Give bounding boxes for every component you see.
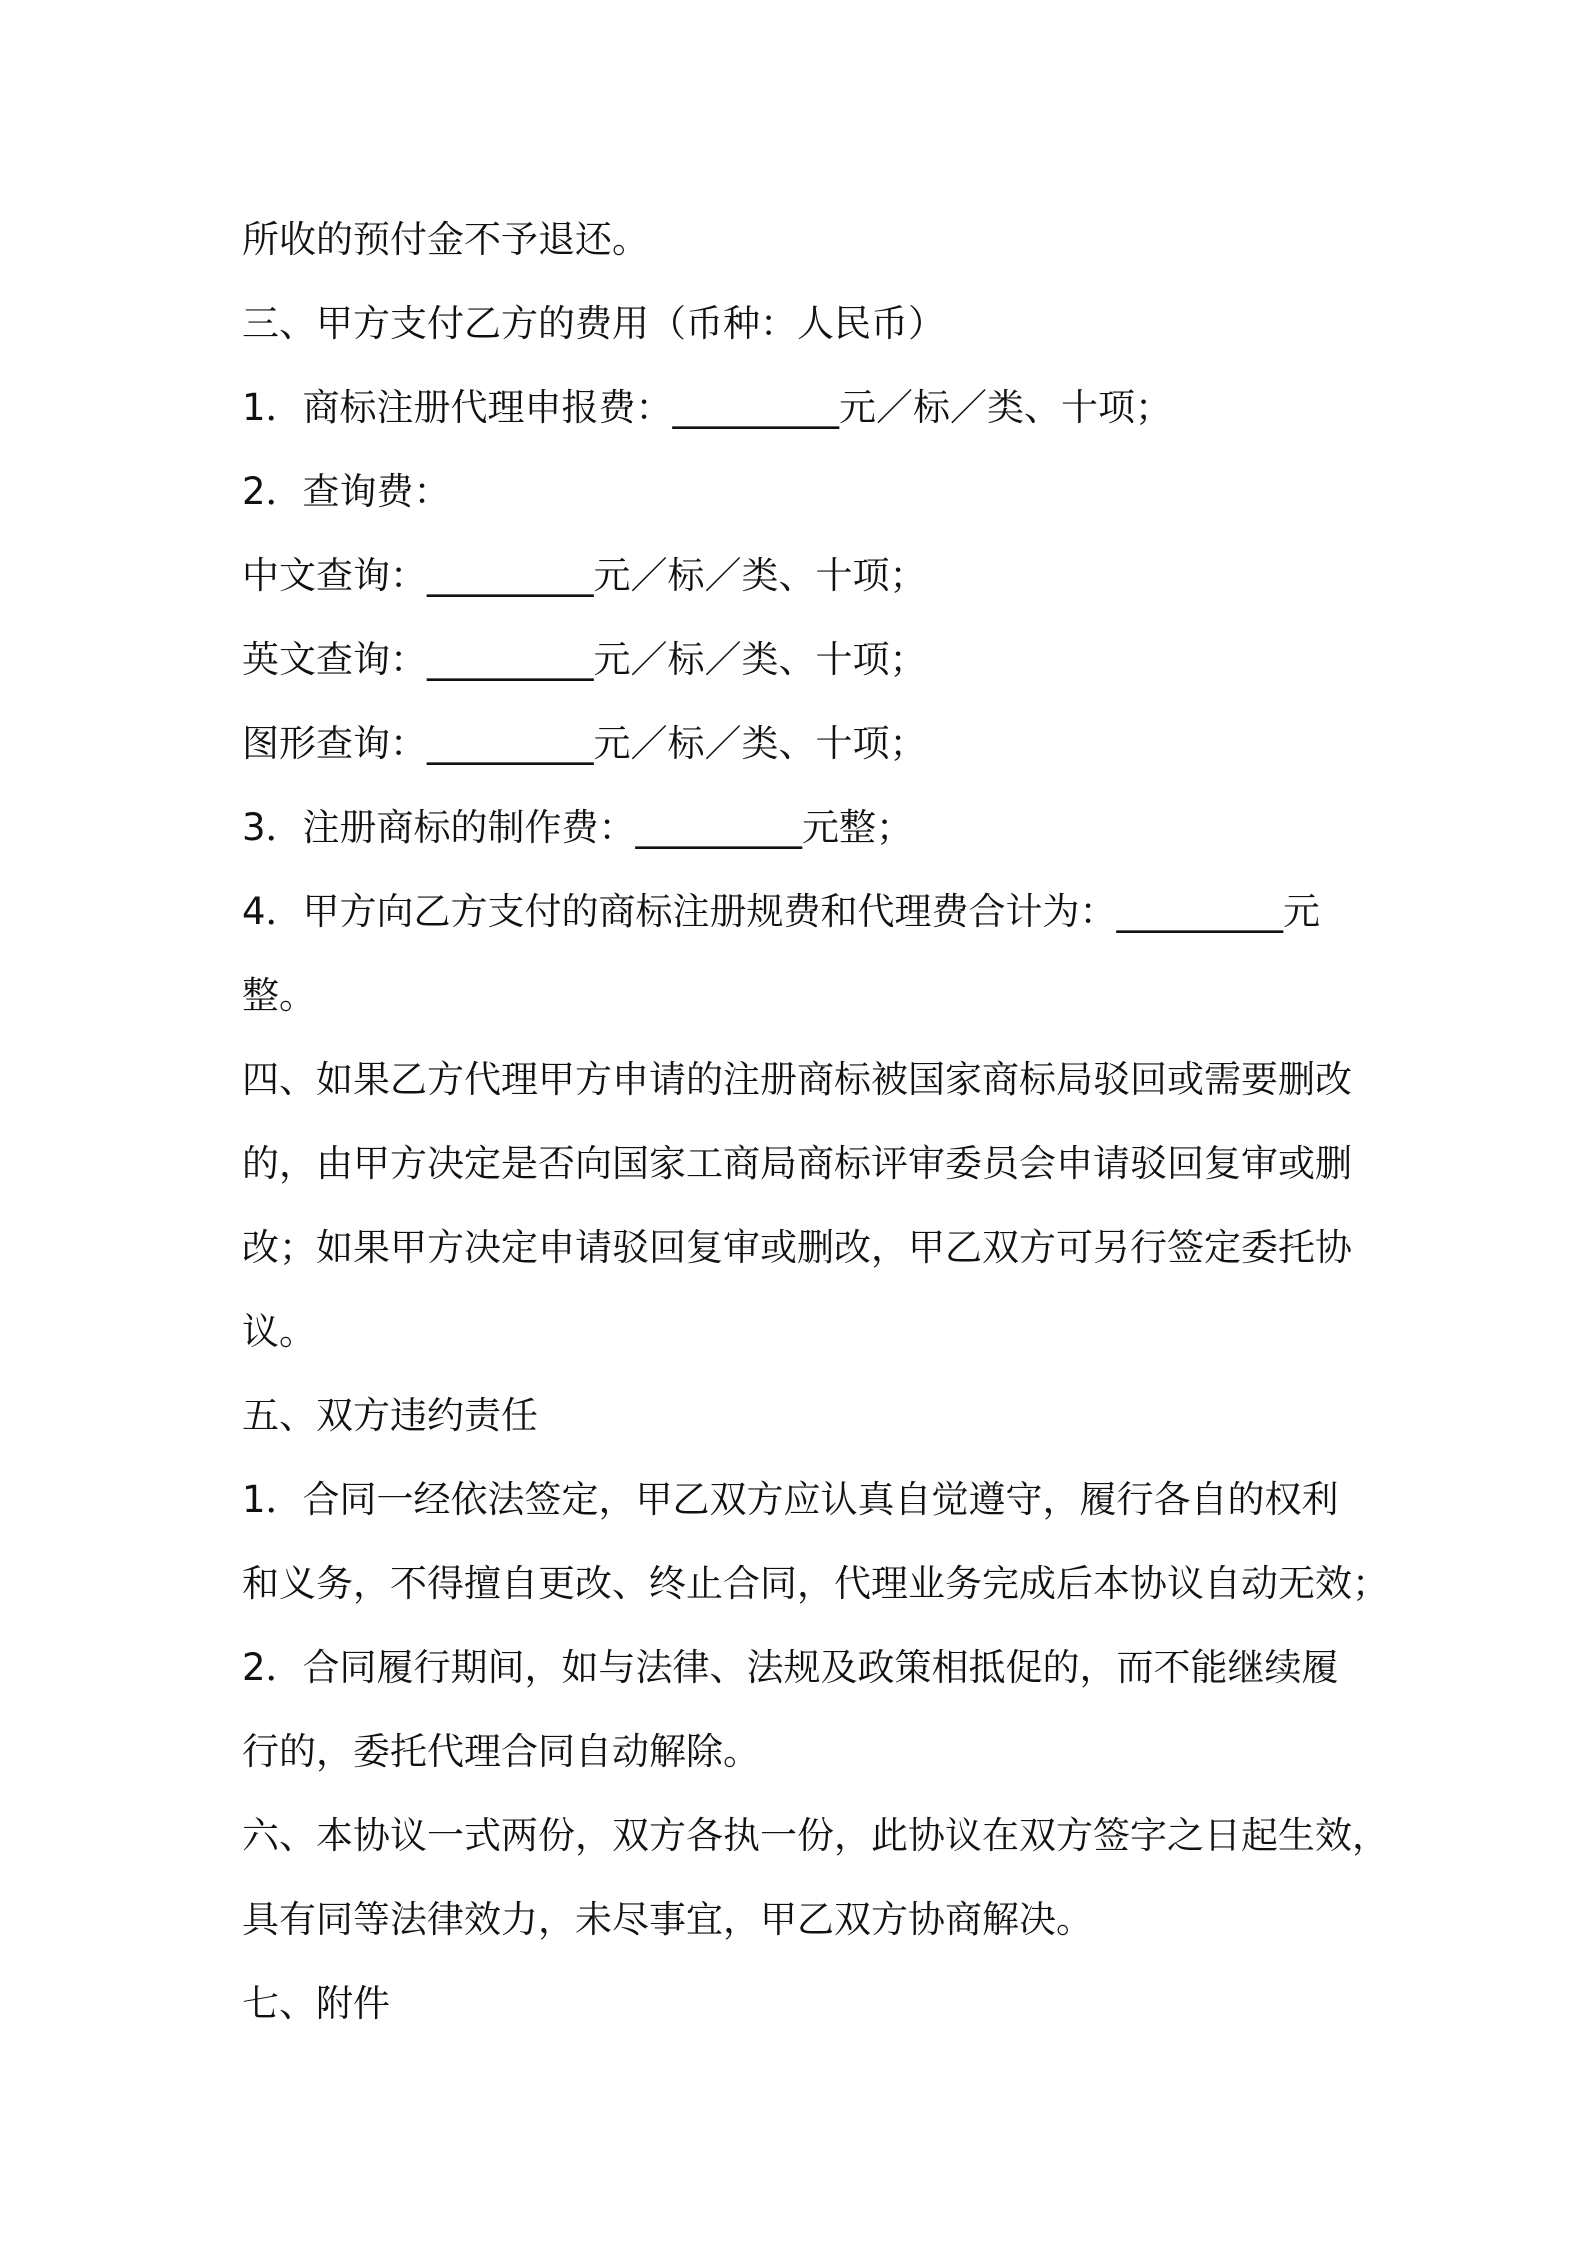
document-body [242, 198, 1389, 2046]
breach-item-2-line-2: 行的，委托代理合同自动解除。 [242, 1730, 760, 1773]
breach-item-1-line-1: 1．合同一经依法签定，甲乙双方应认真自觉遵守，履行各自的权利 [242, 1478, 1339, 1521]
fee-item-application: 1．商标注册代理申报费：_________元／标／类、十项； [242, 386, 1173, 429]
section-four-line-4: 议。 [242, 1310, 316, 1353]
breach-item-2-line-1: 2．合同履行期间，如与法律、法规及政策相抵促的，而不能继续履 [242, 1646, 1339, 1689]
fee-item-search: 2．查询费： [242, 470, 451, 513]
breach-item-1-line-2: 和义务，不得擅自更改、终止合同，代理业务完成后本协议自动无效； [242, 1562, 1389, 1605]
fee-item-english-search: 英文查询：_________元／标／类、十项； [242, 638, 927, 681]
text-line-prepayment-nonrefundable: 所收的预付金不予退还。 [242, 218, 649, 261]
fee-item-total: 4．甲方向乙方支付的商标注册规费和代理费合计为：_________元 [242, 890, 1321, 933]
section-heading-attachments: 七、附件 [242, 1982, 390, 2025]
section-six-line-2: 具有同等法律效力，未尽事宜，甲乙双方协商解决。 [242, 1898, 1093, 1941]
section-heading-breach: 五、双方违约责任 [242, 1394, 538, 1437]
fee-item-total-continued: 整。 [242, 974, 316, 1017]
fee-item-production: 3．注册商标的制作费：_________元整； [242, 806, 914, 849]
section-four-line-3: 改；如果甲方决定申请驳回复审或删改，甲乙双方可另行签定委托协 [242, 1226, 1352, 1269]
fee-item-graphic-search: 图形查询：_________元／标／类、十项； [242, 722, 927, 765]
section-four-line-1: 四、如果乙方代理甲方申请的注册商标被国家商标局驳回或需要删改 [242, 1058, 1352, 1101]
fee-item-chinese-search: 中文查询：_________元／标／类、十项； [242, 554, 927, 597]
section-four-line-2: 的，由甲方决定是否向国家工商局商标评审委员会申请驳回复审或删 [242, 1142, 1352, 1185]
section-six-line-1: 六、本协议一式两份，双方各执一份，此协议在双方签字之日起生效， [242, 1814, 1389, 1857]
section-heading-fees: 三、甲方支付乙方的费用（币种：人民币） [242, 302, 945, 345]
